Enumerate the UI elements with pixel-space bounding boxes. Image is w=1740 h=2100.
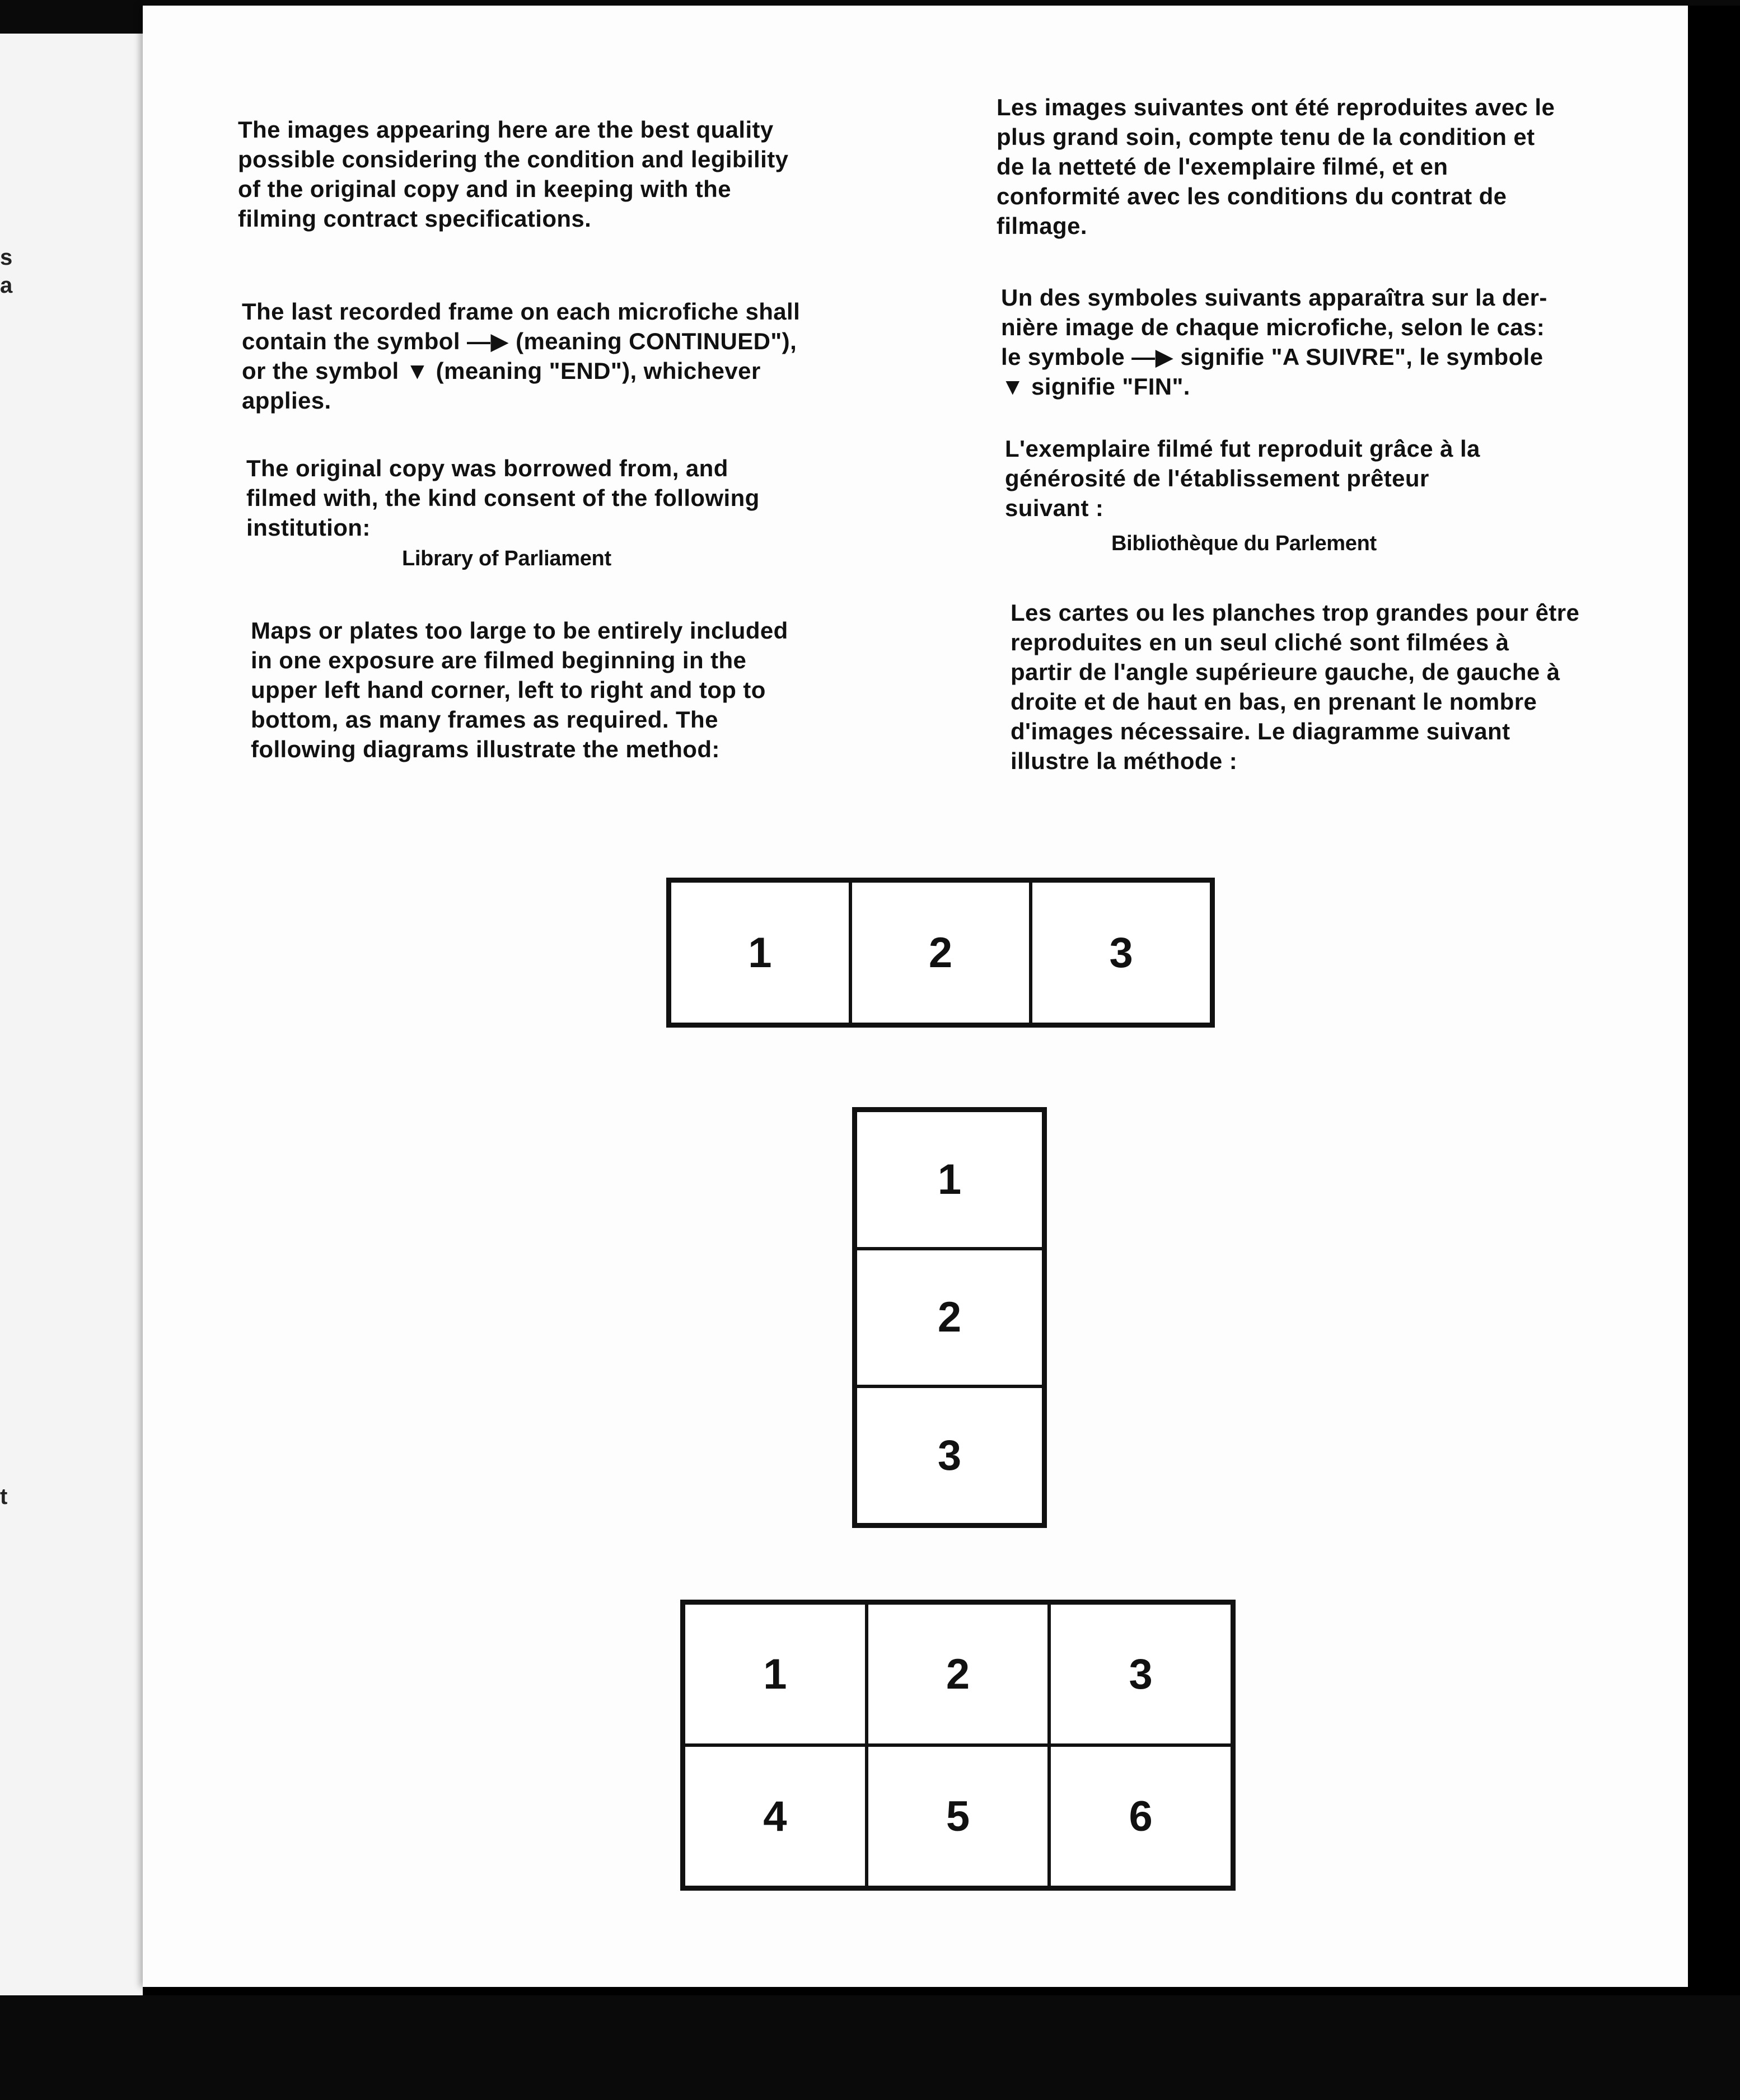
english-quality-paragraph: The images appearing here are the best quality possible considering the condition and legibility of the original copy and in keeping with the filming contract specifications.	[238, 116, 789, 232]
frame-cell: 1	[670, 881, 850, 1024]
french-institution-name: Bibliothèque du Parlement	[1111, 532, 1377, 555]
french-symbols-paragraph: Un des symboles suivants apparaîtra sur la der- nière image de chaque microfiche, selon le cas: le symbole —▶ signifie "A SUIVRE", le symbole ▼ signifie "FIN".	[1001, 284, 1547, 400]
margin-mark: s	[0, 245, 13, 270]
vertical-frame-diagram	[852, 1107, 1047, 1528]
english-institution-name: Library of Parliament	[402, 547, 611, 570]
frame-cell: 1	[684, 1603, 867, 1745]
grid-frame-diagram	[680, 1600, 1236, 1891]
frame-cell: 5	[867, 1745, 1050, 1887]
frame-cell: 4	[684, 1745, 867, 1887]
english-borrowed-paragraph: The original copy was borrowed from, and filmed with, the kind consent of the following institution:	[246, 455, 760, 541]
english-maps-paragraph: Maps or plates too large to be entirely included in one exposure are filmed beginning in the upper left hand corner, left to right and top to bottom, as many frames as required. The following diagrams illustrate the method:	[251, 617, 788, 762]
french-borrowed-paragraph: L'exemplaire filmé fut reproduit grâce à la générosité de l'établissement prêteur suivant :	[1005, 435, 1480, 521]
frame-cell: 1	[855, 1110, 1044, 1249]
frame-cell: 6	[1049, 1745, 1232, 1887]
frame-cell: 2	[855, 1249, 1044, 1387]
french-quality-paragraph: Les images suivantes ont été reproduites avec le plus grand soin, compte tenu de la condition et de la netteté de l'exemplaire filmé, et en conformité avec les conditions du contrat de filmage.	[997, 94, 1555, 239]
frame-cell: 2	[867, 1603, 1050, 1745]
frame-cell: 2	[850, 881, 1031, 1024]
margin-mark: t	[0, 1484, 8, 1509]
horizontal-frame-diagram	[666, 878, 1215, 1028]
frame-cell: 3	[1049, 1603, 1232, 1745]
french-maps-paragraph: Les cartes ou les planches trop grandes pour être reproduites en un seul cliché sont filmées à partir de l'angle supérieure gauche, de gauche à droite et de haut en bas, en prenant le nombre d'images nécessaire. Le diagramme suivant illustre la méthode :	[1011, 599, 1580, 774]
scan-border-right	[1688, 6, 1740, 1987]
margin-mark: a	[0, 273, 13, 298]
previous-page-edge	[0, 34, 143, 1995]
frame-cell: 3	[1031, 881, 1212, 1024]
scan-border-bottom	[0, 1995, 1740, 2100]
frame-cell: 3	[855, 1386, 1044, 1525]
english-symbols-paragraph: The last recorded frame on each microfiche shall contain the symbol —▶ (meaning CONTINUED"), or the symbol ▼ (meaning "END"), whichever applies.	[242, 298, 801, 414]
